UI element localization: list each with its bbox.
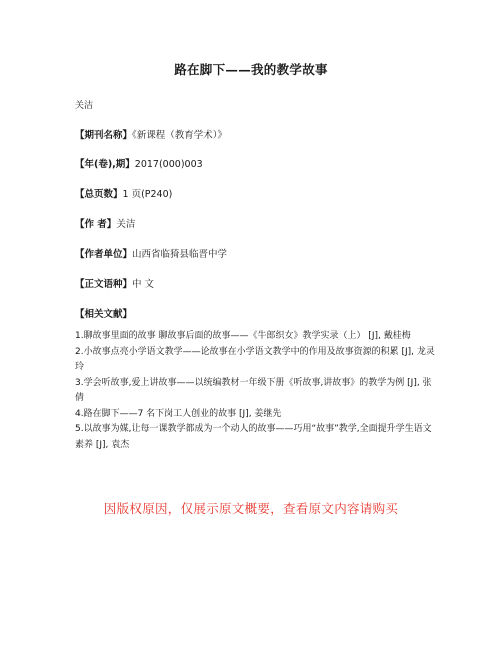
field-author xyxy=(75,216,135,230)
reference-item[interactable]: 1.聊故事里面的故事 聊故事后面的故事——《牛郎织女》教学实录（上） [J], 戴桂梅 xyxy=(75,331,411,341)
document-title: 路在脚下——我的教学故事 xyxy=(174,62,328,77)
field-page-count xyxy=(75,186,172,200)
field-value: 山西省临猗县临晋中学 xyxy=(132,249,228,260)
field-value: 中 文 xyxy=(132,279,155,290)
field-label: 【作 者】 xyxy=(75,219,117,230)
reference-item[interactable]: 2.小故事点亮小学语文教学——论故事在小学语文教学中的作用及故事资源的积累 [J], 龙灵玲 xyxy=(75,346,435,372)
field-label: 【正文语种】 xyxy=(75,279,133,290)
field-label: 【期刊名称】 xyxy=(75,130,133,141)
field-value: 关洁 xyxy=(116,219,136,230)
field-journal-name xyxy=(75,127,227,141)
field-label: 【总页数】 xyxy=(75,189,123,200)
field-language xyxy=(75,276,154,290)
copyright-notice: 因版权原因，仅展示原文概要，查看原文内容请购买 xyxy=(103,501,399,516)
field-year-volume-issue xyxy=(75,156,203,170)
field-label: 【作者单位】 xyxy=(75,249,133,260)
field-label: 【年(卷),期】 xyxy=(75,159,135,170)
field-value: 《新课程（教育学术）》 xyxy=(132,130,228,141)
field-value: 1 页(P240) xyxy=(122,189,173,200)
reference-item[interactable]: 3.学会听故事,爱上讲故事——以统编教材一年级下册《听故事,讲故事》的教学为例 [J], 张倩 xyxy=(75,377,432,403)
references-list xyxy=(75,329,435,453)
author-line: 关洁 xyxy=(75,101,94,111)
field-value: 2017(000)003 xyxy=(134,159,203,170)
field-author-affiliation xyxy=(75,246,227,260)
reference-item[interactable]: 4.路在脚下——7 名下岗工人创业的故事 [J], 姜继先 xyxy=(75,408,282,419)
reference-item[interactable]: 5.以故事为媒,让每一课教学都成为一个动人的故事——巧用“故事”教学,全面提升学生语文素养 [J], 袁杰 xyxy=(75,424,432,450)
references-heading: 【相关文献】 xyxy=(75,309,133,320)
